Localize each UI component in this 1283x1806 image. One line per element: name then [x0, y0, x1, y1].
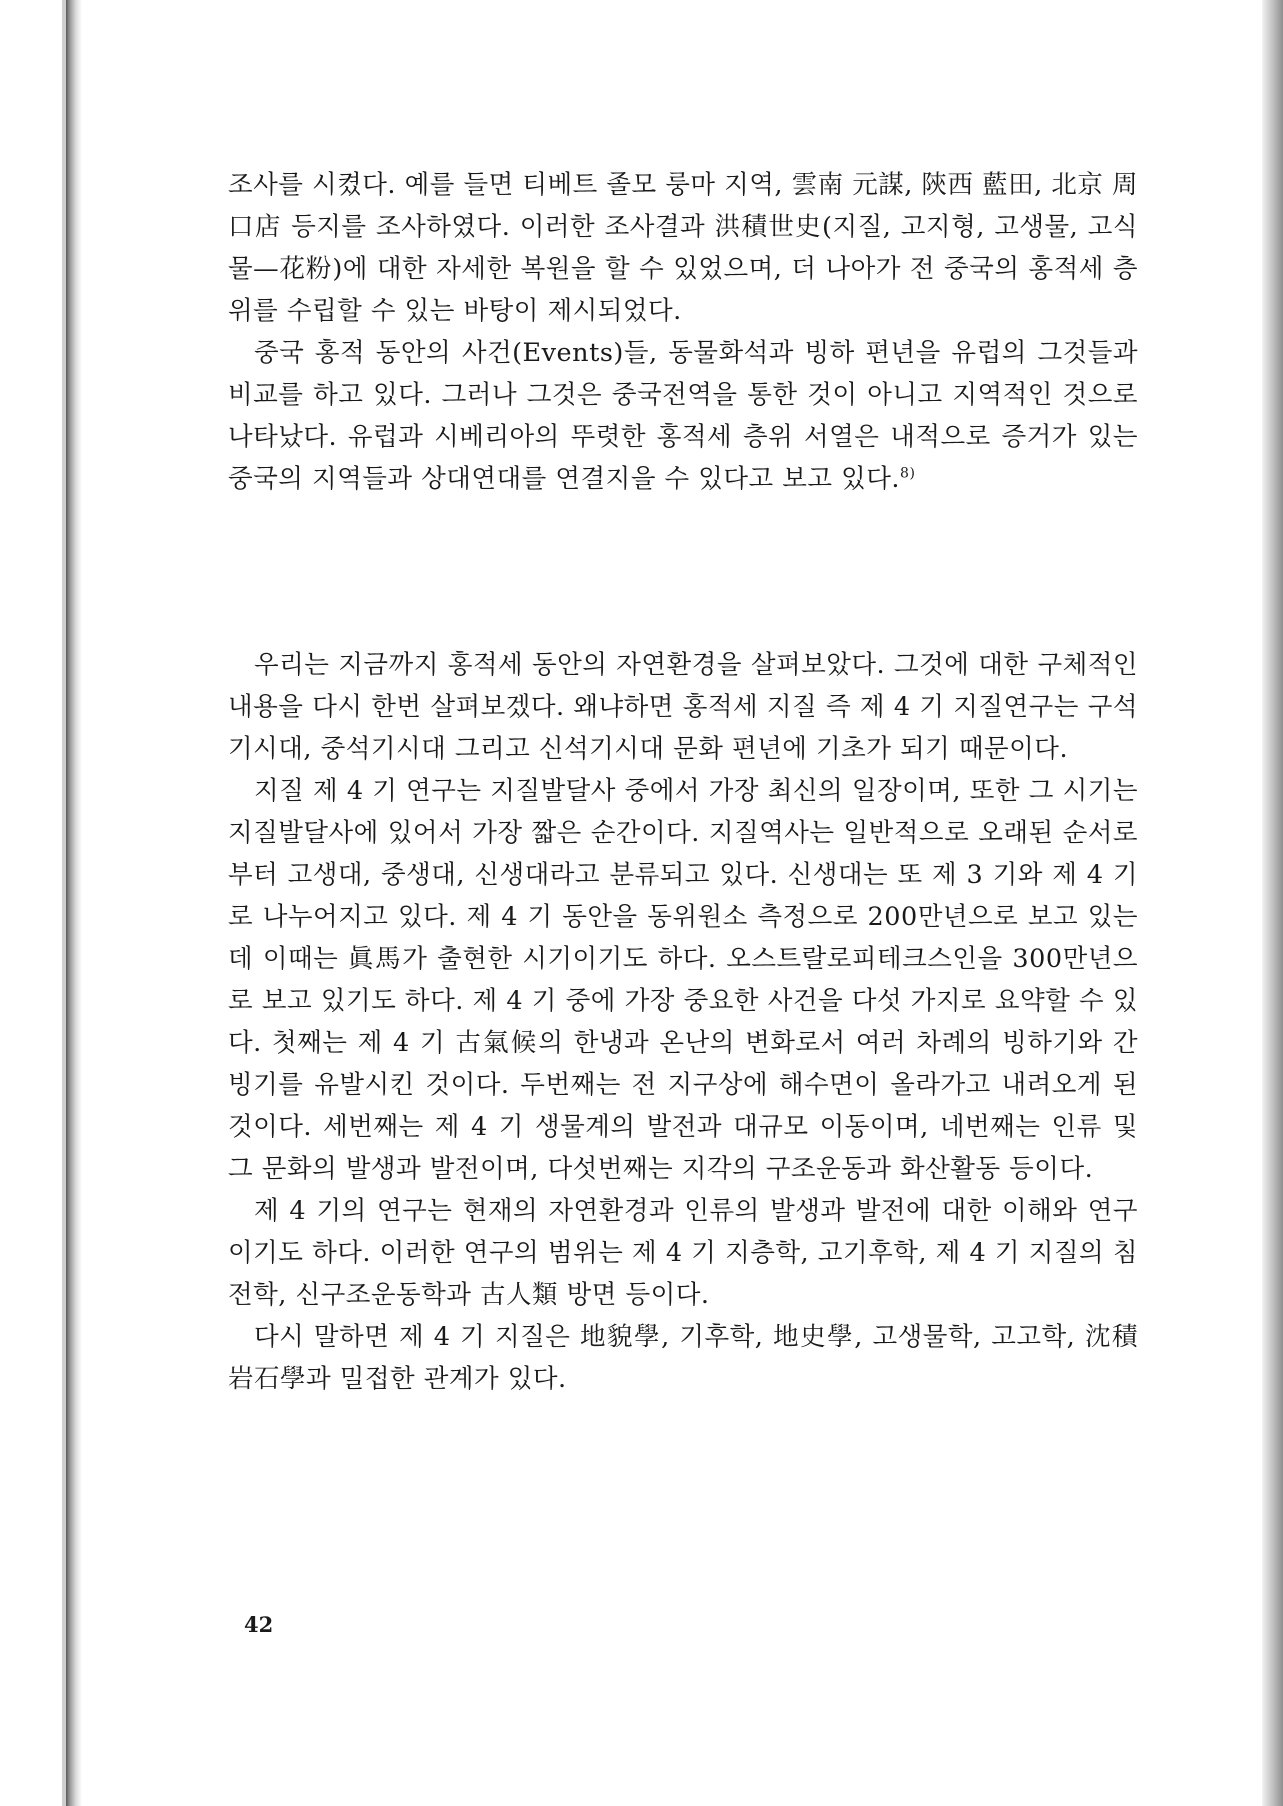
footnote-marker: 8): [900, 465, 916, 482]
paragraph: [228, 332, 1138, 500]
text-section-2: [228, 644, 1138, 1400]
paragraph-text: 중국 홍적 동안의 사건(Events)들, 동물화석과 빙하 편년을 유럽의 그것들과 비교를 하고 있다. 그러나 그것은 중국전역을 통한 것이 아니고 지역적인 것으로 나타났다. 유럽과 시베리아의 뚜렷한 홍적세 층위 서열은 내적으로 증거가 있는 중국의 지역들과 상대연대를 연결지을 수 있다고 보고 있다.: [228, 338, 1138, 494]
page-right-edge: [1262, 0, 1283, 1806]
paragraph: 조사를 시켰다. 예를 들면 티베트 졸모 룽마 지역, 雲南 元謀, 陝西 藍田, 北京 周口店 등지를 조사하였다. 이러한 조사결과 洪積世史(지질, 고지형, 고생물, 고식물—花粉)에 대한 자세한 복원을 할 수 있었으며, 더 나아가 전 중국의 홍적세 층위를 수립할 수 있는 바탕이 제시되었다.: [228, 170, 1138, 326]
page-number: 42: [244, 1612, 274, 1637]
paragraph: 제 4 기의 연구는 현재의 자연환경과 인류의 발생과 발전에 대한 이해와 연구이기도 하다. 이러한 연구의 범위는 제 4 기 지층학, 고기후학, 제 4 기 지질의 침전학, 신구조운동학과 古人類 방면 등이다.: [228, 1196, 1138, 1310]
paragraph: 지질 제 4 기 연구는 지질발달사 중에서 가장 최신의 일장이며, 또한 그 시기는 지질발달사에 있어서 가장 짧은 순간이다. 지질역사는 일반적으로 오래된 순서로부터 고생대, 중생대, 신생대라고 분류되고 있다. 신생대는 또 제 3 기와 제 4 기로 나누어지고 있다. 제 4 기 동안을 동위원소 측정으로 200만년으로 보고 있는데 이때는 眞馬가 출현한 시기이기도 하다. 오스트랄로피테크스인을 300만년으로 보고 있기도 하다. 제 4 기 중에 가장 중요한 사건을 다섯 가지로 요약할 수 있다. 첫째는 제 4 기 古氣候의 한냉과 온난의 변화로서 여러 차례의 빙하기와 간빙기를 유발시킨 것이다. 두번째는 전 지구상에 해수면이 올라가고 내려오게 된 것이다. 세번째는 제 4 기 생물계의 발전과 대규모 이동이며, 네번째는 인류 및 그 문화의 발생과 발전이며, 다섯번째는 지각의 구조운동과 화산활동 등이다.: [228, 776, 1138, 1184]
paragraph: 우리는 지금까지 홍적세 동안의 자연환경을 살펴보았다. 그것에 대한 구체적인 내용을 다시 한번 살펴보겠다. 왜냐하면 홍적세 지질 즉 제 4 기 지질연구는 구석기시대, 중석기시대 그리고 신석기시대 문화 편년에 기초가 되기 때문이다.: [228, 650, 1138, 764]
book-spine-shadow: [66, 0, 82, 1806]
text-section-1: [228, 164, 1138, 500]
paragraph: 다시 말하면 제 4 기 지질은 地貌學, 기후학, 地史學, 고생물학, 고고학, 沈積岩石學과 밀접한 관계가 있다.: [228, 1322, 1138, 1394]
